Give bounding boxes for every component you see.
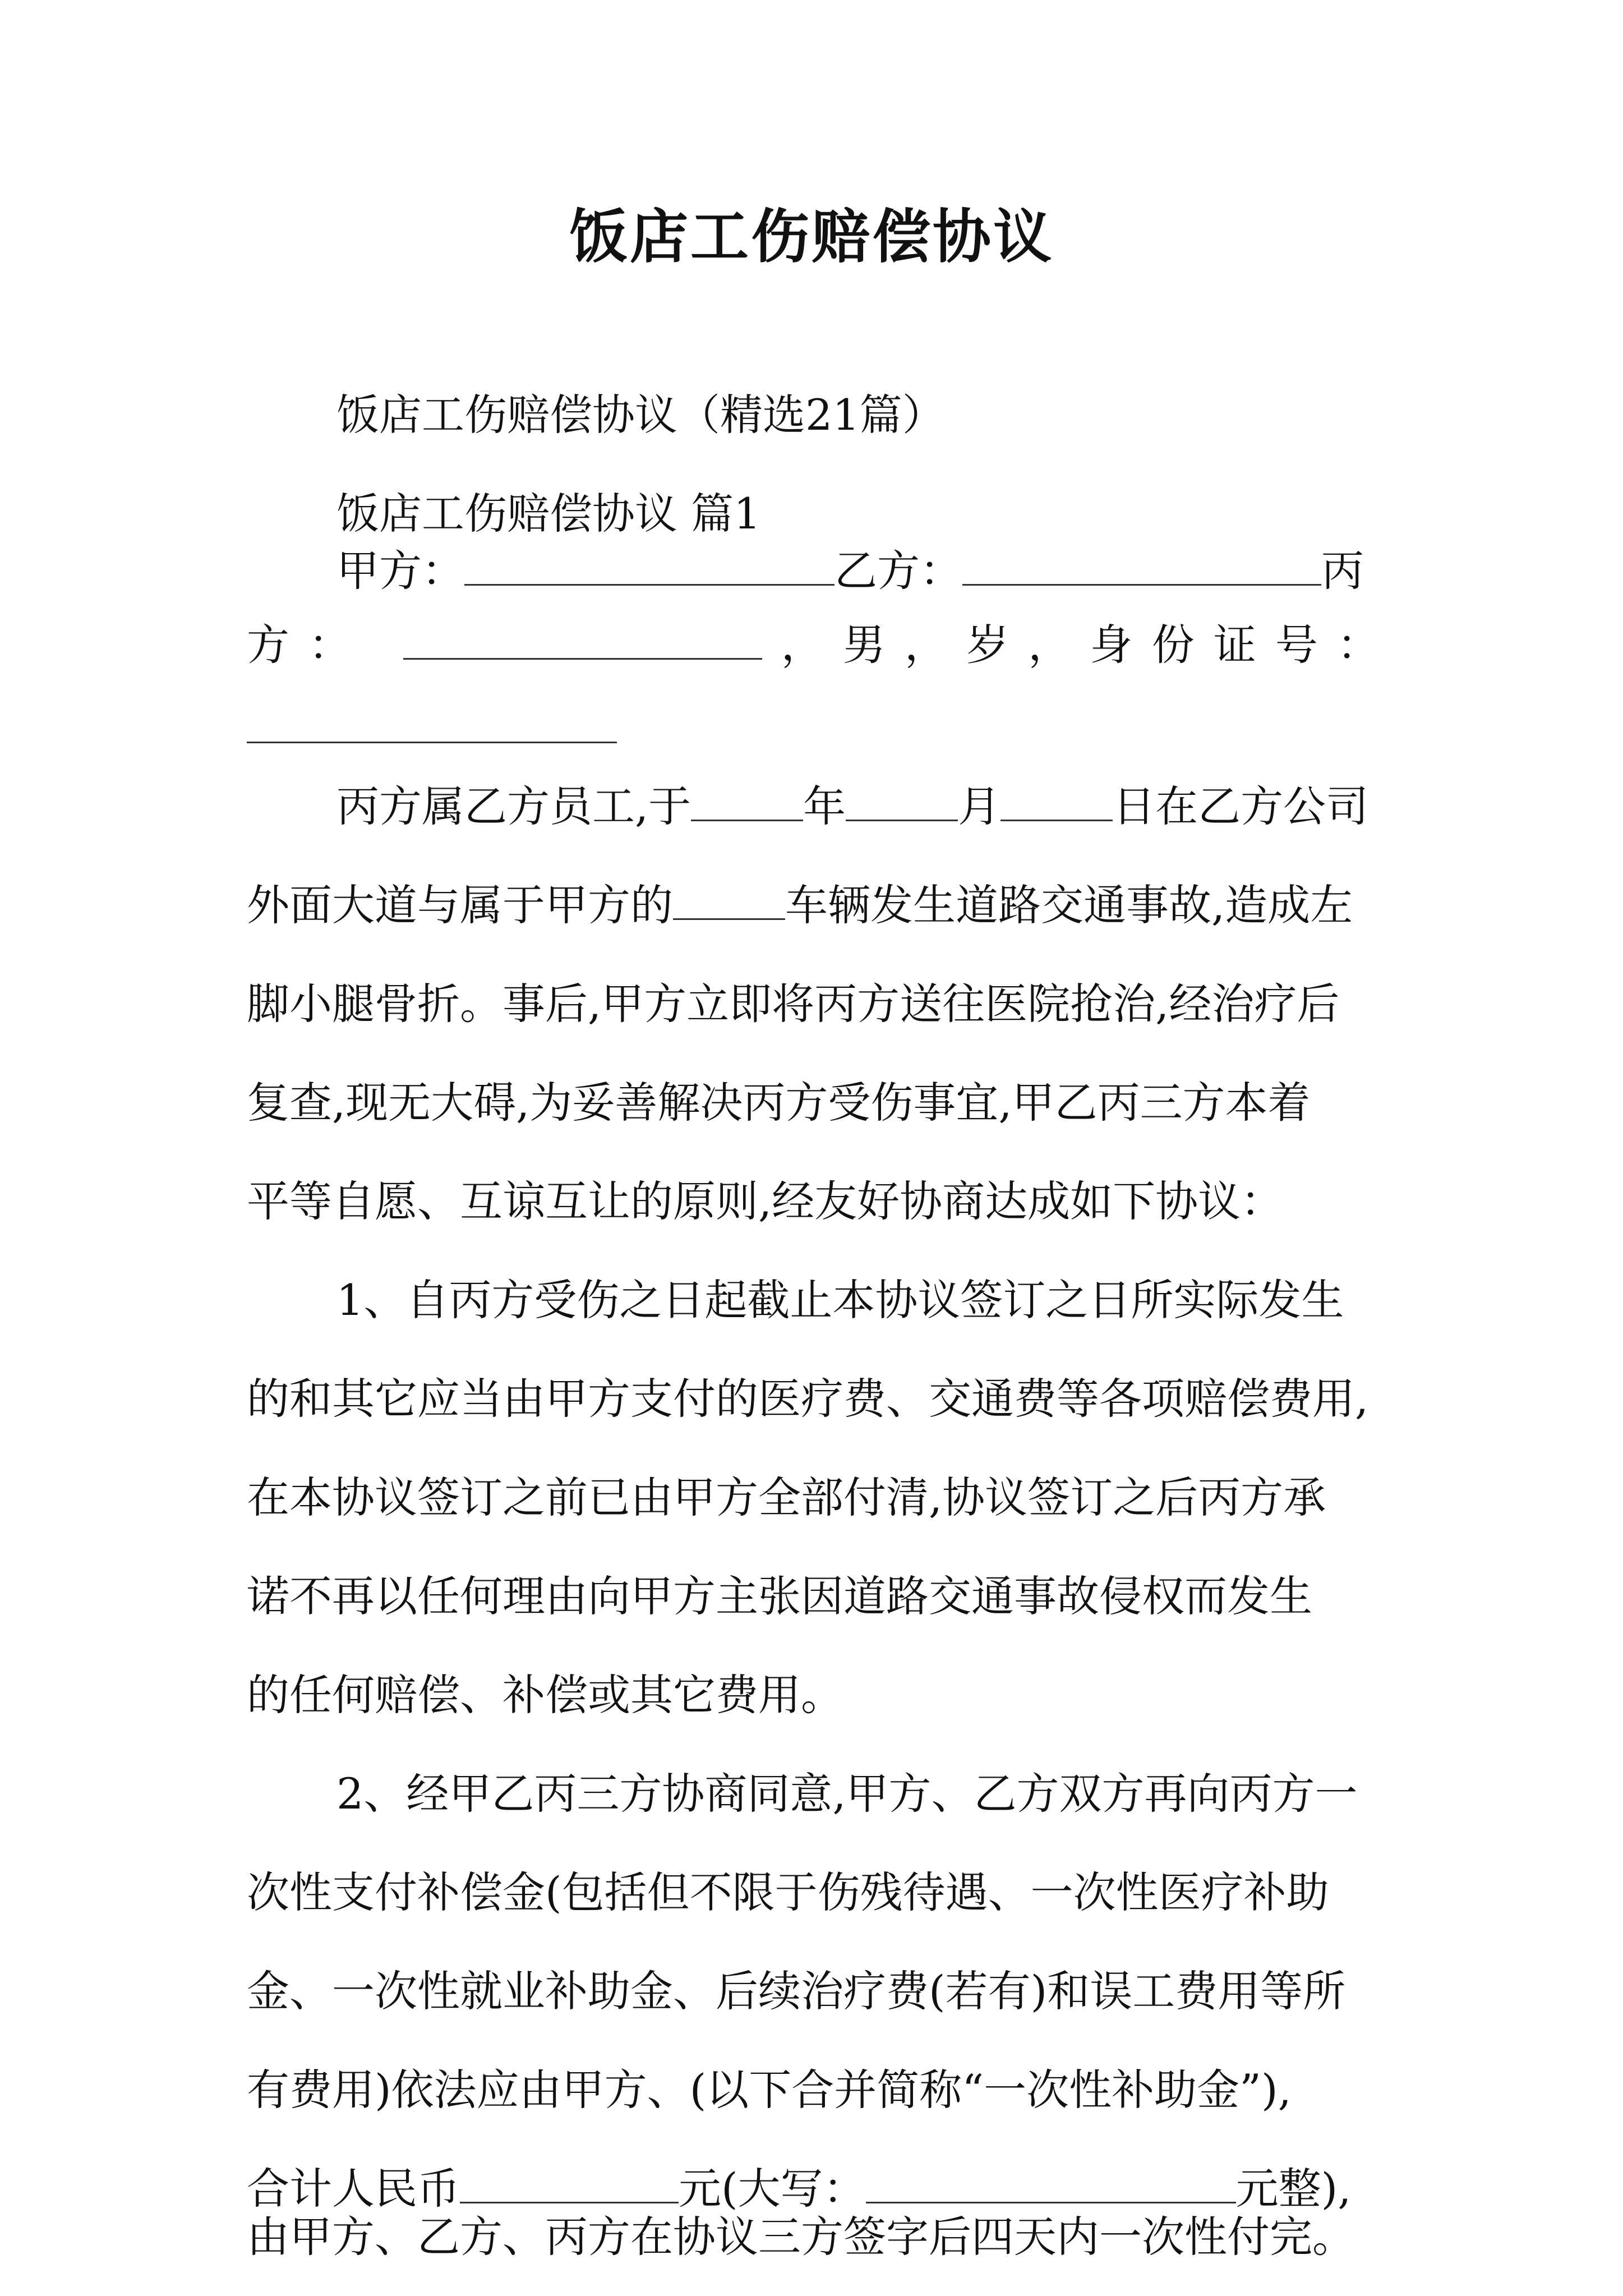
- clause2-line2: 次性支付补偿金(包括但不限于伤残待遇、一次性医疗补助: [247, 1867, 1329, 1917]
- party-c-blank[interactable]: [403, 621, 762, 660]
- vehicle-blank[interactable]: [673, 881, 785, 920]
- clause1-line2: 的和其它应当由甲方支付的医疗费、交通费等各项赔偿费用,: [247, 1374, 1369, 1424]
- clause1-line1: 1、自丙方受伤之日起截止本协议签订之日所实际发生: [336, 1275, 1344, 1325]
- party-c-info: ，男，岁，身份证号：: [762, 620, 1380, 670]
- party-c-label-part2: 方：: [247, 620, 371, 670]
- clause1-line3: 在本协议签订之前已由甲方全部付清,协议签订之后丙方承: [247, 1473, 1326, 1522]
- paragraph1-line2-b: 车辆发生道路交通事故,造成左: [785, 880, 1353, 930]
- id-number-blank[interactable]: [247, 742, 617, 743]
- amount-uppercase-label: 元(大写：: [679, 2164, 866, 2214]
- day-blank[interactable]: [1000, 783, 1113, 821]
- paragraph1-line4: 复查,现无大碍,为妥善解决丙方受伤事宜,甲乙丙三方本着: [247, 1078, 1311, 1128]
- clause2-line4: 有费用)依法应由甲方、(以下合并简称“一次性补助金”),: [247, 2065, 1292, 2115]
- month-blank[interactable]: [846, 783, 958, 821]
- clause2-line1: 2、经甲乙丙三方协商同意,甲方、乙方双方再向丙方一: [336, 1769, 1358, 1819]
- document-title: 饭店工伤赔偿协议: [569, 202, 1054, 271]
- clause1-line5: 的任何赔偿、补偿或其它费用。: [247, 1670, 843, 1720]
- month-label: 月: [958, 781, 1001, 831]
- amount-label: 合计人民币: [247, 2164, 460, 2214]
- paragraph1-text-a: 丙方属乙方员工,于: [336, 781, 691, 831]
- party-c-line: [247, 596, 1380, 694]
- party-b-label: 乙方：: [834, 546, 962, 596]
- clause2-line3: 金、一次性就业补助金、后续治疗费(若有)和误工费用等所: [247, 1966, 1346, 2016]
- paragraph1-line2-a: 外面大道与属于甲方的: [247, 880, 673, 930]
- clause2-line6: 由甲方、乙方、丙方在协议三方签字后四天内一次性付完。: [247, 2212, 1355, 2262]
- party-a-blank[interactable]: [464, 547, 834, 586]
- section-heading: 饭店工伤赔偿协议 篇1: [336, 489, 761, 539]
- year-blank[interactable]: [691, 783, 803, 821]
- paragraph1-line2: [247, 856, 1380, 955]
- clause1-line4: 诺不再以任何理由向甲方主张因道路交通事故侵权而发生: [247, 1571, 1312, 1621]
- party-c-label-part1: 丙: [1321, 546, 1364, 596]
- amount-suffix: 元整),: [1235, 2164, 1352, 2214]
- party-a-label: 甲方：: [336, 546, 464, 596]
- paragraph1-text-d: 日在乙方公司: [1113, 781, 1369, 831]
- year-label: 年: [803, 781, 846, 831]
- party-b-blank[interactable]: [962, 547, 1321, 586]
- paragraph1-line3: 脚小腿骨折。事后,甲方立即将丙方送往医院抢治,经治疗后: [247, 979, 1340, 1029]
- subtitle: 饭店工伤赔偿协议（精选21篇）: [336, 390, 945, 440]
- paragraph1-line1: [336, 757, 1380, 856]
- paragraph1-line5: 平等自愿、互谅互让的原则,经友好协商达成如下协议：: [247, 1176, 1284, 1226]
